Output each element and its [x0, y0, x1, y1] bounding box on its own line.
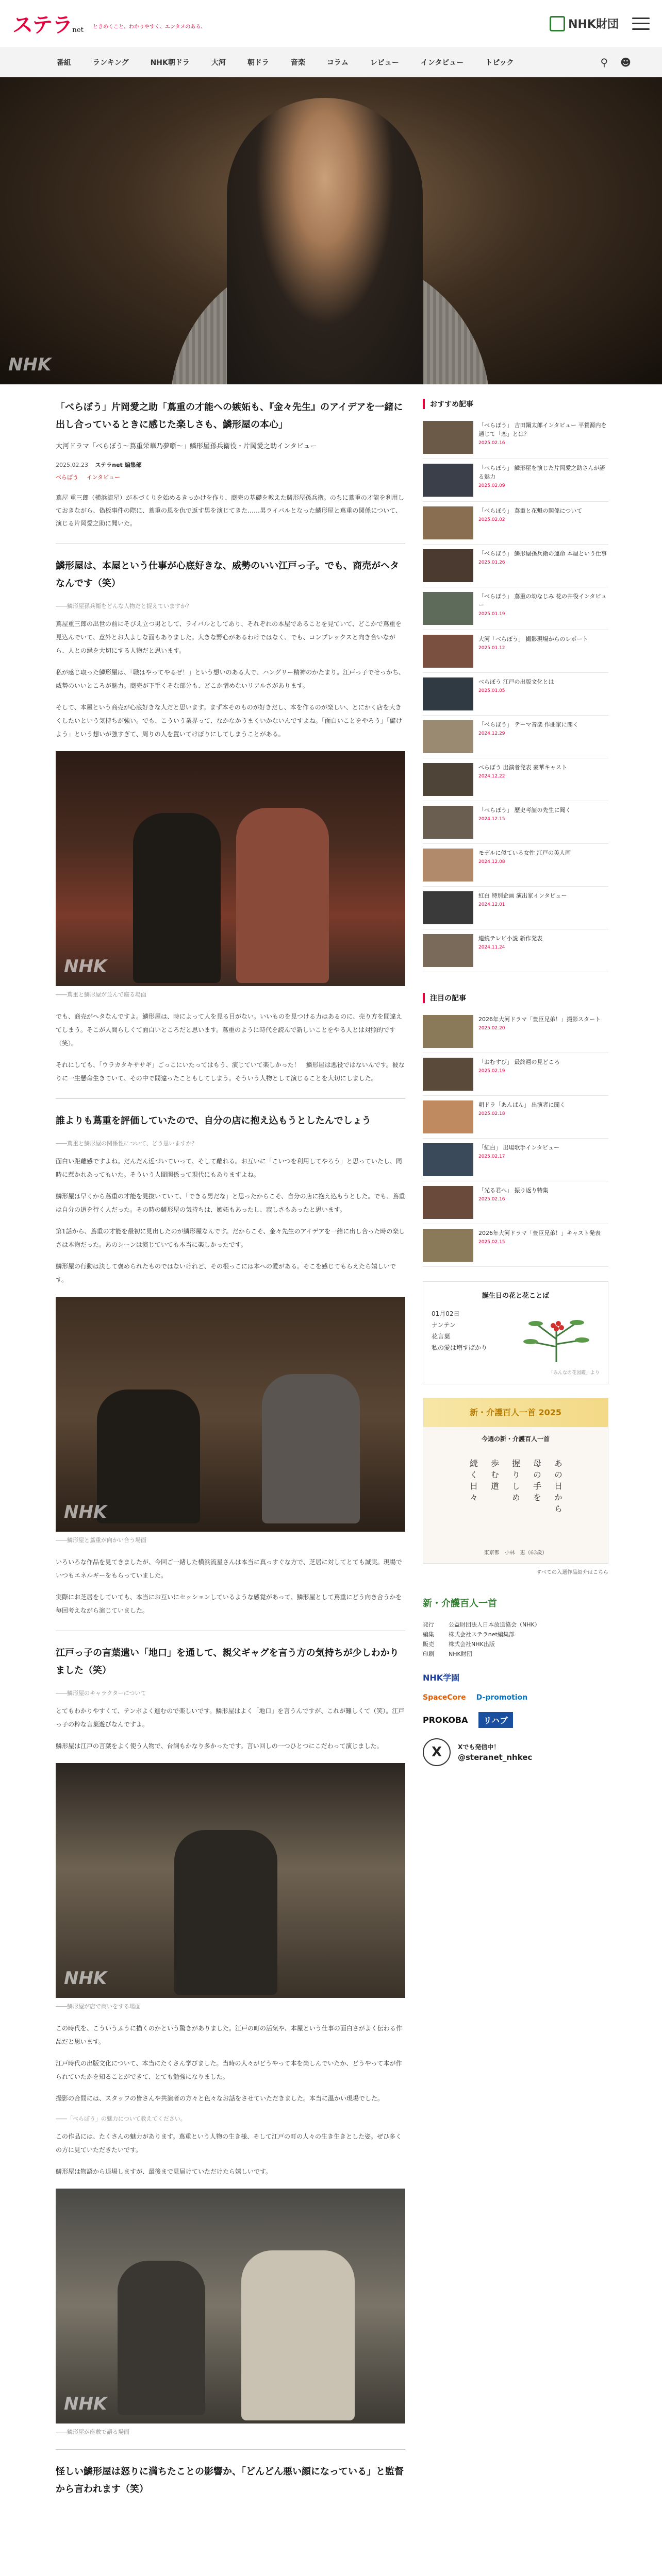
poem-line: 握りしめ	[510, 1459, 521, 1504]
article-card[interactable]	[423, 929, 608, 972]
search-icon[interactable]: ⚲	[600, 56, 608, 69]
poem-line: あの日から	[553, 1459, 563, 1516]
article-card-title: 「おむすび」 最終週の見どころ	[478, 1059, 560, 1065]
article-thumbnail	[423, 592, 473, 625]
article-card-title: 連続テレビ小説 新作発表	[478, 935, 543, 942]
nav-item-program[interactable]: 番組	[57, 58, 71, 67]
article-photo-1	[56, 751, 405, 986]
article-card[interactable]	[423, 1010, 608, 1053]
x-handle: @steranet_nhkec	[458, 1753, 533, 1762]
nhk-watermark: NHK	[8, 354, 52, 375]
sidebar	[423, 399, 608, 1766]
flower-date: 01月02日	[432, 1310, 460, 1317]
article-thumbnail	[423, 849, 473, 882]
article-card[interactable]	[423, 1096, 608, 1139]
site-logo[interactable]	[12, 9, 84, 38]
company-label: 販売	[423, 1641, 434, 1648]
article-thumbnail	[423, 891, 473, 924]
article-thumbnail	[423, 763, 473, 796]
article-thumbnail	[423, 677, 473, 710]
article-thumbnail	[423, 1015, 473, 1048]
partner-logos	[423, 1596, 608, 1728]
article-card-title: 2026年大河ドラマ「豊臣兄弟！」撮影スタート	[478, 1016, 601, 1023]
company-value: NHK財団	[449, 1651, 472, 1657]
photo-caption: ――鱗形屋が店で商いをする場面	[56, 2003, 141, 2010]
article-title: 「べらぼう」片岡愛之助「蔦重の才能への嫉妬も、『金々先生』のアイデアを一緒に出し合っているときに感じた楽しさも、鱗形屋の本心」	[56, 402, 403, 430]
article-card-title: 「べらぼう」 鱗形屋孫兵衛の運命 本屋という仕事	[478, 550, 607, 557]
article-card[interactable]	[423, 545, 608, 587]
prokoba-logo[interactable]: PROKOBA	[423, 1715, 468, 1725]
dpromotion-logo[interactable]: D-promotion	[476, 1693, 528, 1702]
nhk-logo-icon	[550, 16, 565, 31]
article-thumbnail	[423, 506, 473, 539]
company-info	[423, 1620, 608, 1659]
article-card-date: 2024.12.22	[478, 774, 505, 779]
article-thumbnail	[423, 806, 473, 839]
article-card-date: 2025.01.26	[478, 560, 505, 565]
article-thumbnail	[423, 549, 473, 582]
photo-caption: ――蔦重と鱗形屋が並んで座る場面	[56, 991, 146, 998]
nav-item-taiga[interactable]: 大河	[211, 58, 226, 67]
company-value: 公益財団法人日本放送協会（NHK）	[449, 1621, 540, 1628]
paragraph: この時代を、こういうふうに描くのかという驚きがありました。江戸の町の活気や、本屋という仕事の面白さがよく伝わる作品だと思います。	[56, 2025, 402, 2045]
nav-item-nhk-asadora[interactable]: NHK朝ドラ	[150, 58, 190, 67]
article-card-title: べらぼう 出演者発表 豪華キャスト	[478, 764, 567, 771]
article-card-date: 2024.11.24	[478, 945, 505, 950]
nhk-watermark: NHK	[64, 1968, 107, 1989]
article-card-title: 紅白 特別企画 演出家インタビュー	[478, 892, 567, 899]
article-card-title: 「べらぼう」 歴史考証の先生に聞く	[478, 807, 571, 814]
paragraph: 私が感じ取った鱗形屋は、「職はやってやるぜ！」という想いのある人で、ハングリー精神のかたまり。江戸っ子でせっかち、威勢のいいところが魅力。商売が下手くそな部分も、どこか憎めないリアルさがあります。	[56, 669, 405, 689]
hero-portrait-shape	[227, 98, 423, 384]
question-1: ――鱗形屋孫兵衛をどんな人物だと捉えていますか？	[56, 603, 192, 609]
paragraph: 江戸時代の出版文化について、本当にたくさん学びました。当時の人々がどうやって本を楽しんでいたか、どうやって本が作られていたかを知ることができて、とても勉強になりました。	[56, 2060, 402, 2080]
article-card-title: 「べらぼう」 鱗形屋を演じた片岡愛之助さんが語る魅力	[478, 465, 605, 480]
article-card-date: 2024.12.08	[478, 859, 505, 865]
article-main	[56, 399, 405, 2498]
company-label: 印刷	[423, 1651, 434, 1657]
flower-meaning: 私の愛は増すばかり	[432, 1344, 488, 1351]
article-card[interactable]	[423, 1181, 608, 1224]
article-card[interactable]	[423, 630, 608, 673]
article-card-date: 2025.01.12	[478, 646, 505, 651]
article-meta	[56, 461, 405, 469]
tag-link[interactable]: べらぼう	[56, 474, 78, 481]
company-label: 発行	[423, 1621, 434, 1628]
article-card[interactable]	[423, 758, 608, 801]
divider	[56, 2449, 405, 2450]
article-card-date: 2024.12.15	[478, 817, 505, 822]
flower-heading: 誕生日の花と花ことば	[482, 1292, 549, 1300]
article-thumbnail	[423, 1186, 473, 1219]
article-subtitle: 大河ドラマ「べらぼう〜蔦重栄華乃夢噺〜」鱗形屋孫兵衛役・片岡愛之助インタビュー	[56, 443, 317, 450]
nav-item-asadora[interactable]: 朝ドラ	[247, 58, 269, 67]
article-card[interactable]	[423, 1139, 608, 1181]
logo-net: net	[72, 26, 84, 34]
article-card-title: 2026年大河ドラマ「豊臣兄弟！」キャスト発表	[478, 1230, 601, 1236]
paragraph: 第1話から、蔦重の才能を最初に見出したのが鱗形屋なんです。だからこそ、金々先生のアイデアを一緒に出し合った時の楽しさは本物だった。あのシーンは演じていても本当に楽しかったです。	[56, 1228, 405, 1248]
article-card-date: 2025.02.16	[478, 440, 505, 446]
company-value: 株式会社ステラnet編集部	[449, 1631, 515, 1638]
x-label: Xでも発信中！	[458, 1743, 500, 1751]
paragraph: それにしても、「ウラカタキササギ」ごっこにいたってはもう、演じていて楽しかった！ 鱗形屋は悪役ではないんです。彼なりに一生懸命生きていて、その中で間違ったこともしてしまう。そういう人物として演じることを大切にしました。	[56, 1061, 405, 1082]
nhk-watermark: NHK	[64, 2394, 107, 2414]
article-lead: 蔦屋 重三郎（横浜流星）が本づくりを始めるきっかけを作り、商売の基礎を教えた鱗形屋孫兵衛。のちに蔦重の才能を利用しておきながら、偽板事件の際に、蔦重の恩を仇で返す男を演じてきた……男ライバルとなった鱗形屋と蔦重の関係について、演じる片岡愛之助に聞いた。	[56, 494, 404, 527]
article-card-title: 「光る君へ」 振り返り特集	[478, 1187, 549, 1194]
article-thumbnail	[423, 1058, 473, 1091]
poem-all-link[interactable]: すべての入選作品紹介はこちら	[536, 1570, 608, 1575]
article-author: ステラnet 編集部	[95, 462, 142, 468]
nav-item-ranking[interactable]: ランキング	[93, 58, 129, 67]
article-card[interactable]	[423, 1053, 608, 1096]
section-heading-1: 鱗形屋は、本屋という仕事が心底好きな、威勢のいい江戸っ子。でも、商売がヘタなんです（笑）	[56, 561, 399, 589]
article-card-title: 「べらぼう」 テーマ音楽 作曲家に聞く	[478, 721, 578, 728]
flower-lang-label: 花言葉	[432, 1333, 451, 1340]
nav-item-music[interactable]: 音楽	[290, 58, 305, 67]
article-card-title: 「べらぼう」 蔦重と花魁の関係について	[478, 507, 583, 514]
article-card-date: 2024.12.29	[478, 731, 505, 736]
article-photo-2	[56, 1297, 405, 1532]
paragraph: 鱗形屋の行動は決して褒められたものではないけれど、その根っこには本への愛がある。そこを感じてもらえたら嬉しいです。	[56, 1263, 396, 1283]
question-2: ――蔦重と鱗形屋の関係性について、どう思いますか？	[56, 1140, 197, 1147]
nhk-watermark: NHK	[64, 1502, 107, 1522]
article-photo-4	[56, 2189, 405, 2424]
article-card-title: 「紅白」 出場歌手インタビュー	[478, 1144, 560, 1151]
article-thumbnail	[423, 934, 473, 967]
article-card-date: 2025.02.02	[478, 517, 505, 522]
article-thumbnail	[423, 1229, 473, 1262]
paragraph: そして、本屋という商売が心底好きな人だと思います。まず本そのものが好きだし、本を作るのが楽しい、とにかく店を大きくしたいという気持ちが強い。でも、こういう業界って、なかなかうまくいかないんですよね。「面白いことをやろう」「儲けよう」という想いが強すぎて、周りの人を置いてけぼりにしてしまうことがある。	[56, 704, 402, 738]
article-card-title: 大河「べらぼう」 撮影現場からのレポート	[478, 636, 588, 642]
user-icon[interactable]: ☻	[620, 56, 631, 69]
nhk-zaidan-link[interactable]	[550, 15, 619, 31]
article-card-title: 朝ドラ「あんぱん」 出演者に聞く	[478, 1101, 566, 1108]
company-value: 株式会社NHK出版	[449, 1641, 495, 1648]
nav-item-interview[interactable]: インタビュー	[420, 58, 464, 67]
poem-banner-title: 新・介護百人一首 2025	[423, 1398, 608, 1427]
article-card[interactable]	[423, 673, 608, 716]
article-thumbnail	[423, 635, 473, 668]
global-nav	[0, 47, 662, 77]
spacecore-logo[interactable]: SpaceCore	[423, 1693, 466, 1702]
photo-caption: ――鱗形屋と蔦重が向かい合う場面	[56, 1537, 146, 1544]
photo-caption: ――鱗形屋が座敷で語る場面	[56, 2429, 129, 2435]
paragraph: いろいろな作品を見てきましたが、今回ご一緒した横浜流星さんは本当に真っすぐな方で、芝居に対してとても誠実。現場でいつもエネルギーをもらっていました。	[56, 1558, 402, 1579]
company-label: 編集	[423, 1631, 434, 1638]
hero-image	[0, 77, 662, 384]
article-card[interactable]	[423, 844, 608, 887]
article-thumbnail	[423, 720, 473, 753]
article-card[interactable]	[423, 587, 608, 630]
section-heading-4: 怪しい鱗形屋は怒りに満ちたことの影響か、「どんどん悪い顔になっている」と監督から言われます（笑）	[56, 2466, 404, 2495]
poem-line: 母の手を	[532, 1459, 542, 1504]
paragraph: 鱗形屋は早くから蔦重の才能を見抜いていて、「できる男だな」と思ったからこそ、自分の店に抱え込もうとした。でも、蔦重は自分の道を行く人だった。その時の鱗形屋の気持ちは、嫉妬もあったし、寂しさもあったと思います。	[56, 1193, 405, 1213]
nhk-gakuen-logo[interactable]: NHK学園	[423, 1673, 460, 1683]
recommend-list	[423, 416, 608, 972]
article-card-date: 2025.02.09	[478, 483, 505, 488]
menu-icon[interactable]	[632, 18, 650, 30]
article-card-date: 2025.02.20	[478, 1026, 505, 1031]
paragraph: 鱗形屋は物語から退場しますが、最後まで見届けていただけたら嬉しいです。	[56, 2168, 272, 2175]
paragraph: 蔦屋重三郎の出世の前にそびえ立つ男として、ライバルとしてあり、それぞれの本屋であることを見ていて、どこかで蔦重を見込んでいて、意外とお人よしな面もありました。大きな野心があるわけではなく、でも、コンプレックスと向き合いながら、人との縁を大切にする人物だと思います。	[56, 620, 402, 654]
nav-item-topic[interactable]: トピック	[485, 58, 514, 67]
birthday-flower-widget	[423, 1281, 608, 1384]
divider	[56, 1098, 405, 1099]
poem-author: 東京都 小林 恵（63歳）	[484, 1550, 548, 1556]
paragraph: 鱗形屋は江戸の言葉をよく使う人物で、台詞もかなり多かったです。言い回しの一つひとつにこだわって演じました。	[56, 1742, 383, 1750]
article-card-title: べらぼう 江戸の出版文化とは	[478, 679, 554, 685]
section-heading-2: 誰よりも蔦重を評価していたので、自分の店に抱え込もうとしたんでしょう	[56, 1115, 371, 1126]
x-follow[interactable]	[423, 1738, 608, 1766]
paragraph: 撮影の合間には、スタッフの皆さんや共演者の方々と色々なお話をさせていただきました。本当に温かい現場でした。	[56, 2095, 384, 2102]
nhk-label: NHK財団	[568, 18, 619, 31]
article-card[interactable]	[423, 801, 608, 844]
section-heading-3: 江戸っ子の言葉遣い「地口」を通して、親父ギャグを言う方の気持ちが少しわかりました（笑）	[56, 1648, 399, 1676]
article-card[interactable]	[423, 716, 608, 758]
tag-link[interactable]: インタビュー	[86, 474, 121, 481]
paragraph: とてもわかりやすくて、テンポよく進むので楽しいです。鱗形屋はよく「地口」を言うんですが、これが難しくて（笑）。江戸っ子の粋な言葉遊びなんですよ。	[56, 1707, 405, 1728]
article-card[interactable]	[423, 416, 608, 459]
poem-line: 続く日々	[468, 1459, 478, 1504]
rehab-logo[interactable]: リハブ	[478, 1712, 514, 1728]
paragraph: この作品には、たくさんの魅力があります。蔦重という人物の生き様、そして江戸の町の人々の生き生きとした姿。ぜひ多くの方に見ていただきたいです。	[56, 2133, 402, 2154]
nav-item-column[interactable]: コラム	[326, 58, 349, 67]
article-card-title: 「べらぼう」 蔦重の幼なじみ 花の井役インタビュー	[478, 593, 607, 608]
article-tags	[56, 473, 405, 481]
poem-subtitle: 今週の新・介護百人一首	[481, 1435, 550, 1443]
article-card-date: 2024.12.01	[478, 902, 505, 907]
article-photo-3	[56, 1763, 405, 1998]
nav-item-review[interactable]: レビュー	[370, 58, 399, 67]
article-card[interactable]	[423, 459, 608, 502]
question-3: ――鱗形屋のキャラクターについて	[56, 1690, 146, 1697]
paragraph: 実際にお芝居をしていても、本当にお互いにセッションしているような感覚があって、鱗形屋として蔦重にどう向き合うかを毎回考えながら演じていました。	[56, 1594, 402, 1614]
article-thumbnail	[423, 464, 473, 497]
kaigo-logo[interactable]: 新・介護百人一首	[423, 1598, 497, 1609]
paragraph: でも、商売がヘタなんですよ。鱗形屋は、時によって人を見る目がない。いいものを見つける力はあるのに、売り方を間違えてしまう。そこが人間らしくて面白いところだと思います。蔦重のように時代を読んで新しいことをやる人とは対照的です（笑）。	[56, 1013, 403, 1047]
article-thumbnail	[423, 421, 473, 454]
article-card-date: 2025.02.16	[478, 1197, 505, 1202]
kaigo-hyakunin-banner[interactable]	[423, 1398, 608, 1564]
poem-line: 歩む道	[489, 1459, 500, 1493]
article-card-date: 2025.02.15	[478, 1240, 505, 1245]
question-4: ――「べらぼう」の魅力について教えてください。	[56, 2115, 186, 2122]
nhk-watermark: NHK	[64, 956, 107, 977]
article-card-date: 2025.01.05	[478, 688, 505, 693]
flower-illustration	[515, 1308, 598, 1365]
featured-heading: 注目の記事	[423, 993, 608, 1003]
article-thumbnail	[423, 1100, 473, 1133]
featured-list	[423, 1010, 608, 1267]
logo-main: ステラ	[12, 13, 73, 37]
article-card[interactable]	[423, 887, 608, 929]
article-thumbnail	[423, 1143, 473, 1176]
article-date: 2025.02.23	[56, 462, 88, 468]
recommend-heading: おすすめ記事	[423, 399, 608, 409]
tagline: ときめくこと。わかりやすく、エンタメのある、	[93, 24, 206, 30]
article-card[interactable]	[423, 502, 608, 545]
flower-name: ナンテン	[432, 1321, 456, 1329]
article-card-date: 2025.01.19	[478, 612, 505, 617]
article-card-title: 「べらぼう」 吉田鋼太郎インタビュー 平賀源内を通じて「恋」とは？	[478, 422, 607, 437]
article-card-title: モデルに似ている女性 江戸の美人画	[478, 850, 571, 856]
article-card[interactable]	[423, 1224, 608, 1267]
site-header	[0, 0, 662, 47]
article-card-date: 2025.02.17	[478, 1154, 505, 1159]
article-card-date: 2025.02.18	[478, 1111, 505, 1116]
article-card-date: 2025.02.19	[478, 1069, 505, 1074]
paragraph: 面白い距離感ですよね。だんだん近づいていって、そして離れる。お互いに「こいつを利用してやろう」と思っていたし、同時に惹かれあってもいた。そういう人間関係って現代にもありますよね。	[56, 1158, 402, 1178]
flower-note: 「みんなの花図鑑」より	[548, 1370, 600, 1376]
x-logo-icon: X	[423, 1738, 451, 1766]
